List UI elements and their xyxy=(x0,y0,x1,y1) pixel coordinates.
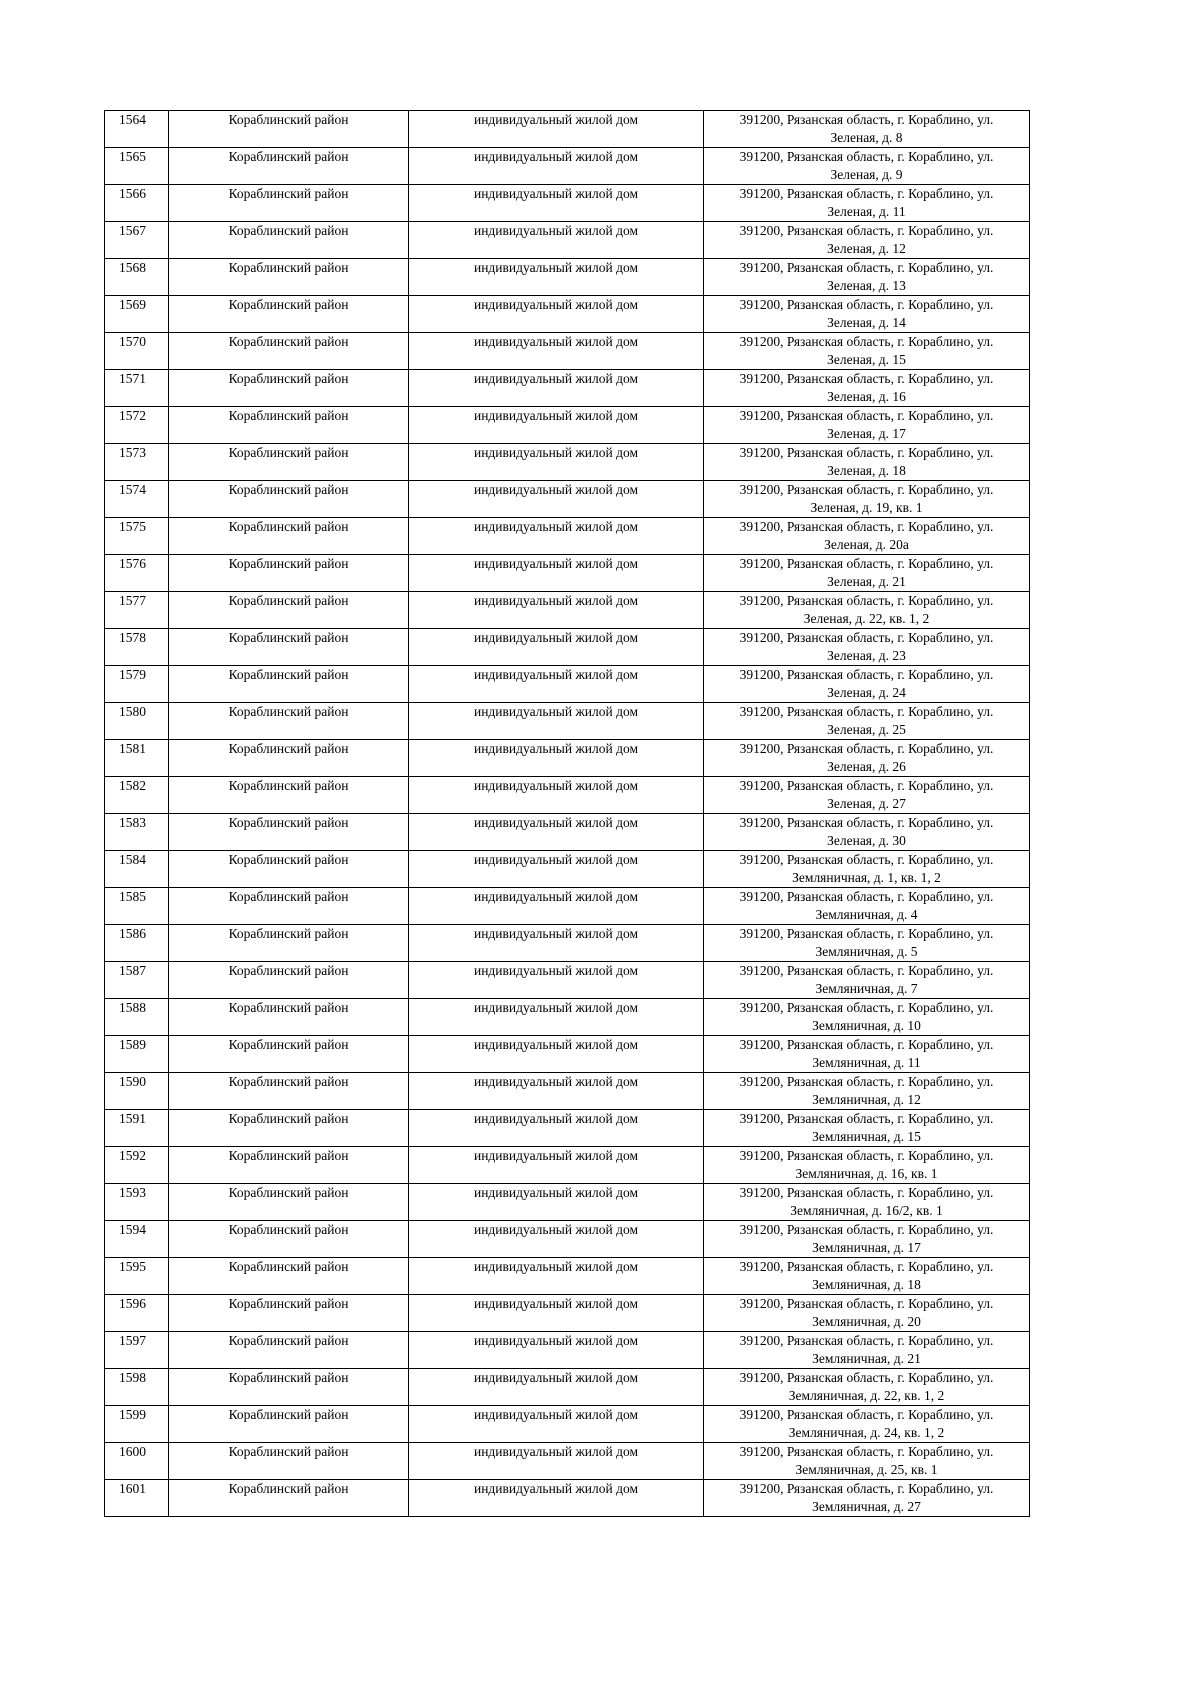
district-cell: Кораблинский район xyxy=(169,592,409,629)
table-row xyxy=(105,333,1030,370)
table-row xyxy=(105,703,1030,740)
row-number-cell: 1595 xyxy=(105,1258,169,1295)
table-row xyxy=(105,1221,1030,1258)
district-cell: Кораблинский район xyxy=(169,777,409,814)
table-row xyxy=(105,666,1030,703)
row-number-cell: 1578 xyxy=(105,629,169,666)
table-row xyxy=(105,370,1030,407)
row-number-cell: 1573 xyxy=(105,444,169,481)
address-cell: 391200, Рязанская область, г. Кораблино, ул. Зеленая, д. 8 xyxy=(704,111,1030,148)
object-type-cell: индивидуальный жилой дом xyxy=(409,296,704,333)
district-cell: Кораблинский район xyxy=(169,1110,409,1147)
row-number-cell: 1564 xyxy=(105,111,169,148)
address-cell: 391200, Рязанская область, г. Кораблино, ул. Зеленая, д. 30 xyxy=(704,814,1030,851)
object-type-cell: индивидуальный жилой дом xyxy=(409,518,704,555)
row-number-cell: 1565 xyxy=(105,148,169,185)
district-cell: Кораблинский район xyxy=(169,1369,409,1406)
address-cell: 391200, Рязанская область, г. Кораблино, ул. Земляничная, д. 4 xyxy=(704,888,1030,925)
district-cell: Кораблинский район xyxy=(169,1295,409,1332)
object-type-cell: индивидуальный жилой дом xyxy=(409,814,704,851)
district-cell: Кораблинский район xyxy=(169,851,409,888)
row-number-cell: 1583 xyxy=(105,814,169,851)
table-row xyxy=(105,1184,1030,1221)
row-number-cell: 1589 xyxy=(105,1036,169,1073)
district-cell: Кораблинский район xyxy=(169,296,409,333)
table-row xyxy=(105,296,1030,333)
table-row xyxy=(105,1073,1030,1110)
address-cell: 391200, Рязанская область, г. Кораблино, ул. Зеленая, д. 13 xyxy=(704,259,1030,296)
address-cell: 391200, Рязанская область, г. Кораблино, ул. Зеленая, д. 17 xyxy=(704,407,1030,444)
district-cell: Кораблинский район xyxy=(169,111,409,148)
row-number-cell: 1567 xyxy=(105,222,169,259)
district-cell: Кораблинский район xyxy=(169,925,409,962)
district-cell: Кораблинский район xyxy=(169,1332,409,1369)
object-type-cell: индивидуальный жилой дом xyxy=(409,1221,704,1258)
row-number-cell: 1591 xyxy=(105,1110,169,1147)
row-number-cell: 1569 xyxy=(105,296,169,333)
table-row xyxy=(105,629,1030,666)
row-number-cell: 1582 xyxy=(105,777,169,814)
row-number-cell: 1587 xyxy=(105,962,169,999)
row-number-cell: 1590 xyxy=(105,1073,169,1110)
district-cell: Кораблинский район xyxy=(169,629,409,666)
address-cell: 391200, Рязанская область, г. Кораблино, ул. Земляничная, д. 12 xyxy=(704,1073,1030,1110)
district-cell: Кораблинский район xyxy=(169,1480,409,1517)
district-cell: Кораблинский район xyxy=(169,814,409,851)
object-type-cell: индивидуальный жилой дом xyxy=(409,592,704,629)
district-cell: Кораблинский район xyxy=(169,444,409,481)
object-type-cell: индивидуальный жилой дом xyxy=(409,1480,704,1517)
district-cell: Кораблинский район xyxy=(169,148,409,185)
table-row xyxy=(105,888,1030,925)
district-cell: Кораблинский район xyxy=(169,1258,409,1295)
district-cell: Кораблинский район xyxy=(169,1406,409,1443)
table-row xyxy=(105,1369,1030,1406)
address-cell: 391200, Рязанская область, г. Кораблино, ул. Зеленая, д. 12 xyxy=(704,222,1030,259)
district-cell: Кораблинский район xyxy=(169,1184,409,1221)
row-number-cell: 1574 xyxy=(105,481,169,518)
district-cell: Кораблинский район xyxy=(169,703,409,740)
object-type-cell: индивидуальный жилой дом xyxy=(409,407,704,444)
address-cell: 391200, Рязанская область, г. Кораблино, ул. Зеленая, д. 24 xyxy=(704,666,1030,703)
table-row xyxy=(105,1295,1030,1332)
address-cell: 391200, Рязанская область, г. Кораблино, ул. Земляничная, д. 1, кв. 1, 2 xyxy=(704,851,1030,888)
address-cell: 391200, Рязанская область, г. Кораблино, ул. Земляничная, д. 27 xyxy=(704,1480,1030,1517)
district-cell: Кораблинский район xyxy=(169,481,409,518)
table-row xyxy=(105,518,1030,555)
district-cell: Кораблинский район xyxy=(169,518,409,555)
table-row xyxy=(105,222,1030,259)
row-number-cell: 1584 xyxy=(105,851,169,888)
address-cell: 391200, Рязанская область, г. Кораблино, ул. Земляничная, д. 16, кв. 1 xyxy=(704,1147,1030,1184)
row-number-cell: 1594 xyxy=(105,1221,169,1258)
table-row xyxy=(105,1258,1030,1295)
row-number-cell: 1566 xyxy=(105,185,169,222)
object-type-cell: индивидуальный жилой дом xyxy=(409,222,704,259)
object-type-cell: индивидуальный жилой дом xyxy=(409,259,704,296)
district-cell: Кораблинский район xyxy=(169,1036,409,1073)
table-row xyxy=(105,962,1030,999)
address-cell: 391200, Рязанская область, г. Кораблино, ул. Зеленая, д. 9 xyxy=(704,148,1030,185)
object-type-cell: индивидуальный жилой дом xyxy=(409,851,704,888)
address-cell: 391200, Рязанская область, г. Кораблино, ул. Зеленая, д. 20а xyxy=(704,518,1030,555)
row-number-cell: 1579 xyxy=(105,666,169,703)
address-cell: 391200, Рязанская область, г. Кораблино, ул. Земляничная, д. 17 xyxy=(704,1221,1030,1258)
row-number-cell: 1568 xyxy=(105,259,169,296)
address-cell: 391200, Рязанская область, г. Кораблино, ул. Земляничная, д. 11 xyxy=(704,1036,1030,1073)
object-type-cell: индивидуальный жилой дом xyxy=(409,1147,704,1184)
table-row xyxy=(105,1036,1030,1073)
object-type-cell: индивидуальный жилой дом xyxy=(409,1258,704,1295)
district-cell: Кораблинский район xyxy=(169,259,409,296)
address-cell: 391200, Рязанская область, г. Кораблино, ул. Зеленая, д. 15 xyxy=(704,333,1030,370)
address-cell: 391200, Рязанская область, г. Кораблино, ул. Земляничная, д. 24, кв. 1, 2 xyxy=(704,1406,1030,1443)
row-number-cell: 1597 xyxy=(105,1332,169,1369)
object-type-cell: индивидуальный жилой дом xyxy=(409,185,704,222)
table-row xyxy=(105,1480,1030,1517)
district-cell: Кораблинский район xyxy=(169,962,409,999)
table-row xyxy=(105,1332,1030,1369)
address-cell: 391200, Рязанская область, г. Кораблино, ул. Земляничная, д. 7 xyxy=(704,962,1030,999)
row-number-cell: 1585 xyxy=(105,888,169,925)
district-cell: Кораблинский район xyxy=(169,999,409,1036)
table-body xyxy=(105,111,1030,1517)
table-row xyxy=(105,1110,1030,1147)
row-number-cell: 1570 xyxy=(105,333,169,370)
address-cell: 391200, Рязанская область, г. Кораблино, ул. Земляничная, д. 10 xyxy=(704,999,1030,1036)
district-cell: Кораблинский район xyxy=(169,740,409,777)
address-cell: 391200, Рязанская область, г. Кораблино, ул. Земляничная, д. 20 xyxy=(704,1295,1030,1332)
object-type-cell: индивидуальный жилой дом xyxy=(409,555,704,592)
row-number-cell: 1581 xyxy=(105,740,169,777)
table-row xyxy=(105,555,1030,592)
district-cell: Кораблинский район xyxy=(169,370,409,407)
table-row xyxy=(105,592,1030,629)
address-cell: 391200, Рязанская область, г. Кораблино, ул. Зеленая, д. 23 xyxy=(704,629,1030,666)
table-row xyxy=(105,481,1030,518)
row-number-cell: 1572 xyxy=(105,407,169,444)
table-row xyxy=(105,148,1030,185)
address-cell: 391200, Рязанская область, г. Кораблино, ул. Зеленая, д. 16 xyxy=(704,370,1030,407)
object-type-cell: индивидуальный жилой дом xyxy=(409,1332,704,1369)
row-number-cell: 1575 xyxy=(105,518,169,555)
object-type-cell: индивидуальный жилой дом xyxy=(409,481,704,518)
row-number-cell: 1593 xyxy=(105,1184,169,1221)
table-row xyxy=(105,925,1030,962)
registry-table xyxy=(104,110,1030,1517)
object-type-cell: индивидуальный жилой дом xyxy=(409,148,704,185)
object-type-cell: индивидуальный жилой дом xyxy=(409,1036,704,1073)
object-type-cell: индивидуальный жилой дом xyxy=(409,370,704,407)
object-type-cell: индивидуальный жилой дом xyxy=(409,111,704,148)
address-cell: 391200, Рязанская область, г. Кораблино, ул. Зеленая, д. 18 xyxy=(704,444,1030,481)
district-cell: Кораблинский район xyxy=(169,1443,409,1480)
row-number-cell: 1601 xyxy=(105,1480,169,1517)
district-cell: Кораблинский район xyxy=(169,185,409,222)
object-type-cell: индивидуальный жилой дом xyxy=(409,333,704,370)
address-cell: 391200, Рязанская область, г. Кораблино, ул. Зеленая, д. 26 xyxy=(704,740,1030,777)
address-cell: 391200, Рязанская область, г. Кораблино, ул. Зеленая, д. 11 xyxy=(704,185,1030,222)
object-type-cell: индивидуальный жилой дом xyxy=(409,1369,704,1406)
district-cell: Кораблинский район xyxy=(169,333,409,370)
object-type-cell: индивидуальный жилой дом xyxy=(409,1073,704,1110)
district-cell: Кораблинский район xyxy=(169,1147,409,1184)
address-cell: 391200, Рязанская область, г. Кораблино, ул. Земляничная, д. 21 xyxy=(704,1332,1030,1369)
district-cell: Кораблинский район xyxy=(169,666,409,703)
object-type-cell: индивидуальный жилой дом xyxy=(409,777,704,814)
object-type-cell: индивидуальный жилой дом xyxy=(409,1443,704,1480)
address-cell: 391200, Рязанская область, г. Кораблино, ул. Зеленая, д. 19, кв. 1 xyxy=(704,481,1030,518)
table-row xyxy=(105,185,1030,222)
address-cell: 391200, Рязанская область, г. Кораблино, ул. Зеленая, д. 25 xyxy=(704,703,1030,740)
row-number-cell: 1592 xyxy=(105,1147,169,1184)
address-cell: 391200, Рязанская область, г. Кораблино, ул. Земляничная, д. 15 xyxy=(704,1110,1030,1147)
object-type-cell: индивидуальный жилой дом xyxy=(409,925,704,962)
table-row xyxy=(105,1443,1030,1480)
object-type-cell: индивидуальный жилой дом xyxy=(409,740,704,777)
table-row xyxy=(105,999,1030,1036)
row-number-cell: 1577 xyxy=(105,592,169,629)
table-row xyxy=(105,851,1030,888)
address-cell: 391200, Рязанская область, г. Кораблино, ул. Земляничная, д. 22, кв. 1, 2 xyxy=(704,1369,1030,1406)
district-cell: Кораблинский район xyxy=(169,1221,409,1258)
table-row xyxy=(105,777,1030,814)
object-type-cell: индивидуальный жилой дом xyxy=(409,666,704,703)
object-type-cell: индивидуальный жилой дом xyxy=(409,629,704,666)
table-row xyxy=(105,444,1030,481)
table-row xyxy=(105,1406,1030,1443)
row-number-cell: 1600 xyxy=(105,1443,169,1480)
object-type-cell: индивидуальный жилой дом xyxy=(409,962,704,999)
district-cell: Кораблинский район xyxy=(169,1073,409,1110)
table-row xyxy=(105,259,1030,296)
object-type-cell: индивидуальный жилой дом xyxy=(409,1295,704,1332)
row-number-cell: 1571 xyxy=(105,370,169,407)
object-type-cell: индивидуальный жилой дом xyxy=(409,999,704,1036)
table-row xyxy=(105,407,1030,444)
row-number-cell: 1588 xyxy=(105,999,169,1036)
row-number-cell: 1599 xyxy=(105,1406,169,1443)
table-row xyxy=(105,814,1030,851)
object-type-cell: индивидуальный жилой дом xyxy=(409,1184,704,1221)
row-number-cell: 1580 xyxy=(105,703,169,740)
object-type-cell: индивидуальный жилой дом xyxy=(409,888,704,925)
table-row xyxy=(105,111,1030,148)
address-cell: 391200, Рязанская область, г. Кораблино, ул. Зеленая, д. 14 xyxy=(704,296,1030,333)
district-cell: Кораблинский район xyxy=(169,222,409,259)
district-cell: Кораблинский район xyxy=(169,555,409,592)
object-type-cell: индивидуальный жилой дом xyxy=(409,1110,704,1147)
object-type-cell: индивидуальный жилой дом xyxy=(409,703,704,740)
object-type-cell: индивидуальный жилой дом xyxy=(409,1406,704,1443)
row-number-cell: 1576 xyxy=(105,555,169,592)
row-number-cell: 1598 xyxy=(105,1369,169,1406)
address-cell: 391200, Рязанская область, г. Кораблино, ул. Зеленая, д. 22, кв. 1, 2 xyxy=(704,592,1030,629)
district-cell: Кораблинский район xyxy=(169,888,409,925)
table-row xyxy=(105,740,1030,777)
row-number-cell: 1586 xyxy=(105,925,169,962)
table-row xyxy=(105,1147,1030,1184)
address-cell: 391200, Рязанская область, г. Кораблино, ул. Земляничная, д. 25, кв. 1 xyxy=(704,1443,1030,1480)
address-cell: 391200, Рязанская область, г. Кораблино, ул. Зеленая, д. 21 xyxy=(704,555,1030,592)
object-type-cell: индивидуальный жилой дом xyxy=(409,444,704,481)
district-cell: Кораблинский район xyxy=(169,407,409,444)
address-cell: 391200, Рязанская область, г. Кораблино, ул. Земляничная, д. 18 xyxy=(704,1258,1030,1295)
row-number-cell: 1596 xyxy=(105,1295,169,1332)
address-cell: 391200, Рязанская область, г. Кораблино, ул. Зеленая, д. 27 xyxy=(704,777,1030,814)
address-cell: 391200, Рязанская область, г. Кораблино, ул. Земляничная, д. 5 xyxy=(704,925,1030,962)
address-cell: 391200, Рязанская область, г. Кораблино, ул. Земляничная, д. 16/2, кв. 1 xyxy=(704,1184,1030,1221)
